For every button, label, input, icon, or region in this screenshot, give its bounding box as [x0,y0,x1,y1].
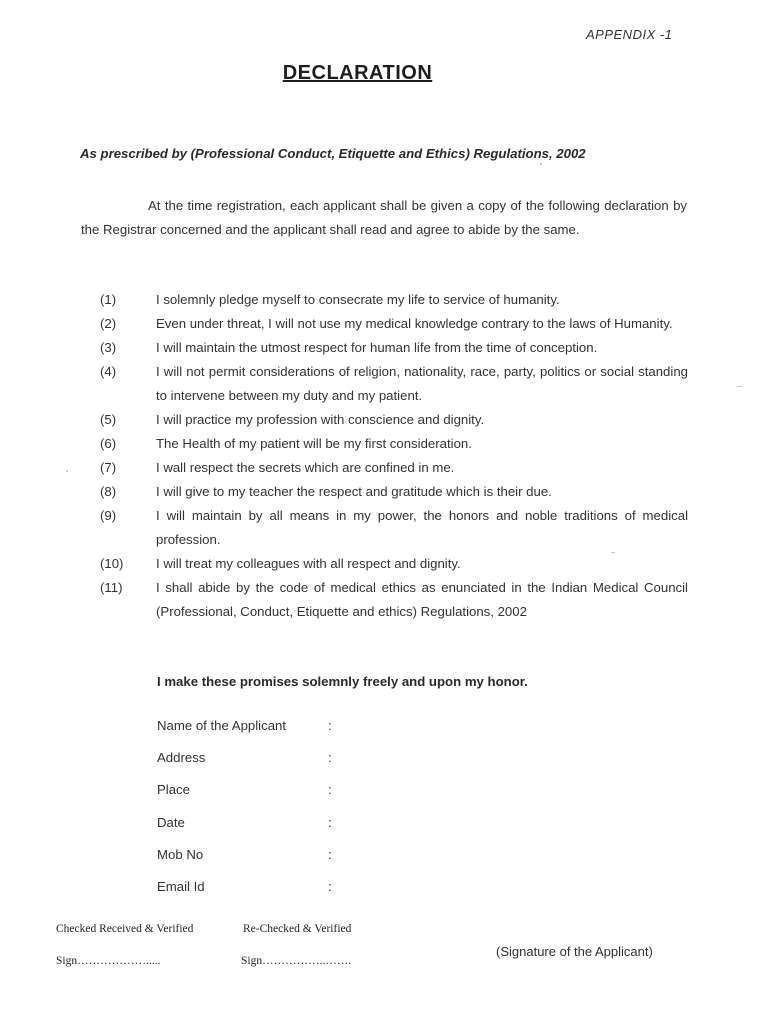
pledge-item [100,360,688,408]
pledge-item [100,504,688,552]
pledge-text: I will practice my profession with conscience and dignity. [156,412,485,427]
pledge-text: I will maintain by all means in my power, the honors and noble traditions of medical profession. [156,508,688,547]
pledge-text: I shall abide by the code of medical ethics as enunciated in the Indian Medical Council (Professional, Conduct, Etiquette and ethics) Regulations, 2002 [156,580,688,619]
pledge-number: (2) [100,316,117,331]
field-colon: : [328,878,332,894]
pledge-text: I will maintain the utmost respect for human life from the time of conception. [156,340,598,355]
pledge-text: I solemnly pledge myself to consecrate my life to service of humanity. [156,292,560,307]
pledge-number: (6) [100,436,117,451]
sign-line-left: Sign………………..... [56,955,161,967]
pledge-item [100,288,688,312]
pledge-number: (3) [100,340,117,355]
scan-speck [611,552,615,553]
pledge-text: I will treat my colleagues with all respect and dignity. [156,556,461,571]
regulation-subtitle: As prescribed by (Professional Conduct, Etiquette and Ethics) Regulations, 2002 [80,146,586,161]
pledge-list [100,288,688,624]
pledge-text: I will not permit considerations of religion, nationality, race, party, politics or social standing to intervene between my duty and my patient. [156,364,688,403]
scan-speck [66,470,68,472]
field-colon: : [328,782,332,798]
pledge-number: (7) [100,460,117,475]
field-label: Email Id [157,878,205,894]
rechecked-verified-label: Re-Checked & Verified [243,923,352,935]
intro-paragraph: At the time registration, each applicant shall be given a copy of the following declaration by the Registrar concerned and the applicant shall read and agree to abide by the same. [81,198,687,237]
pledge-number: (5) [100,412,117,427]
scan-speck [736,386,742,387]
pledge-text: I will give to my teacher the respect and gratitude which is their due. [156,484,552,499]
pledge-item [100,432,688,456]
pledge-number: (9) [100,508,117,523]
pledge-item [100,312,688,336]
field-label: Mob No [157,846,204,862]
field-label: Name of the Applicant [157,718,287,733]
field-label: Address [157,750,206,766]
field-label: Place [157,782,190,798]
page-title: DECLARATION [282,62,433,84]
sign-line-right: Sign……………..……. [241,955,352,967]
pledge-item [100,456,688,480]
pledge-number: (1) [100,292,117,307]
pledge-number: (4) [100,364,117,379]
appendix-label: APPENDIX -1 [586,27,673,42]
promise-statement: I make these promises solemnly freely and upon my honor. [157,674,528,689]
pledge-text: Even under threat, I will not use my medical knowledge contrary to the laws of Humanity. [156,316,673,331]
pledge-item [100,480,688,504]
pledge-item [100,336,688,360]
field-colon: : [328,750,332,766]
pledge-item [100,552,688,576]
field-colon: : [328,718,332,733]
pledge-text: The Health of my patient will be my first consideration. [156,436,472,451]
pledge-text: I wall respect the secrets which are confined in me. [156,460,455,475]
pledge-item [100,576,688,624]
scan-speck [540,163,542,165]
field-colon: : [328,846,332,862]
pledge-item [100,408,688,432]
field-label: Date [157,814,185,830]
applicant-signature-label: (Signature of the Applicant) [496,944,653,959]
field-colon: : [328,814,332,830]
pledge-number: (11) [100,580,123,595]
checked-received-verified-label: Checked Received & Verified [56,923,194,935]
pledge-number: (10) [100,556,124,571]
pledge-number: (8) [100,484,117,499]
